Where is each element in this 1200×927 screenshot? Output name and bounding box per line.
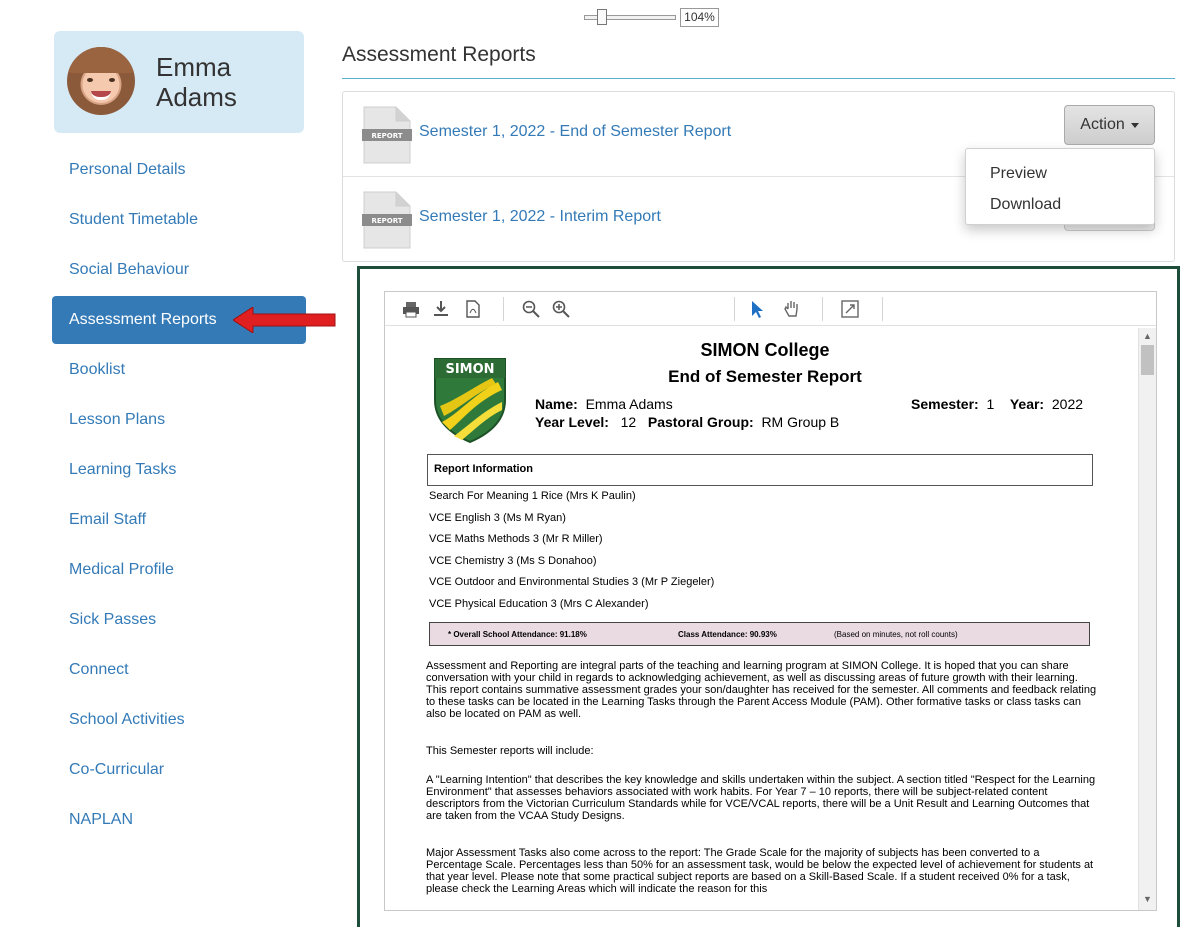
pdf-icon[interactable] [463,299,483,319]
scroll-up-icon[interactable]: ▲ [1143,331,1152,341]
report-icon-label: REPORT [371,132,403,140]
year-label: Year: [1009,396,1045,412]
sidebar-item-social-behaviour[interactable]: Social Behaviour [69,261,190,278]
report-icon-label: REPORT [371,217,403,225]
sidebar-item-learning-tasks[interactable]: Learning Tasks [69,461,177,478]
profile-first-name: Emma [156,52,232,82]
name-label: Name: [535,396,578,412]
action-button-label: Action [1080,116,1125,133]
semester-year-line [911,396,1083,412]
year-level-line [535,414,839,430]
attendance-summary [429,622,1090,646]
zoom-level-input[interactable]: 104% [680,8,719,27]
report-link-end-of-semester[interactable]: Semester 1, 2022 - End of Semester Report [419,123,732,140]
semester-value: 1 [986,396,995,412]
sidebar-item-medical-profile[interactable]: Medical Profile [69,561,174,578]
subject-line: Search For Meaning 1 Rice (Mrs K Paulin) [429,490,636,502]
student-name-line [535,396,673,412]
attendance-note: (Based on minutes, not roll counts) [834,630,958,639]
zoom-in-icon[interactable] [551,299,571,319]
report-information-header: Report Information [427,454,1093,486]
year-value: 2022 [1051,396,1084,412]
action-dropdown-menu [965,148,1155,225]
profile-last-name: Adams [156,82,237,112]
zoom-slider-thumb[interactable] [597,9,607,25]
caret-down-icon [1131,123,1139,128]
sidebar-nav [52,145,306,845]
class-attendance: Class Attendance: 90.93% [678,630,777,639]
profile-name [156,52,237,112]
sidebar-item-personal-details[interactable]: Personal Details [69,161,186,178]
pdf-scroll-thumb[interactable] [1141,345,1154,375]
document-report-type: End of Semester Report [668,367,862,386]
subject-line: VCE Chemistry 3 (Ms S Donahoo) [429,555,597,567]
avatar [67,47,135,115]
pastoral-label: Pastoral Group: [647,414,754,430]
intro-paragraph: Assessment and Reporting are integral parts of the teaching and learning program at SIMON College. It is hoped that you can share conversation with your child in regards to acknowledging achievement, as well as discussing areas of future growth with their learning. This report contains summative assessment grades your son/daughter has received for the semester. All comments and feedback relating to these tasks can be located in the Learning Tasks through the Parent Access Module (PAM). Other formative tasks or class tasks can also be located on PAM as well. [426,660,1097,720]
subject-line: VCE Outdoor and Environmental Studies 3 (Mr P Ziegeler) [429,576,715,588]
document-college-name: SIMON College [700,340,830,360]
sidebar-item-school-activities[interactable]: School Activities [69,711,185,728]
menu-item-download[interactable]: Download [990,195,1062,213]
year-level-value: 12 [620,414,637,430]
report-document-page [389,328,1137,910]
select-pointer-icon[interactable] [747,299,767,319]
includes-heading: This Semester reports will include: [426,745,594,757]
sidebar-item-assessment-reports[interactable]: Assessment Reports [52,296,306,344]
pdf-toolbar [385,292,1156,326]
download-icon[interactable] [431,299,451,319]
report-link-interim[interactable]: Semester 1, 2022 - Interim Report [419,208,661,225]
profile-card [54,31,304,133]
assessment-tasks-paragraph: Major Assessment Tasks also come across to the report: The Grade Scale for the majority of subjects has been converted to a Percentage Scale. Percentages less than 50% for an assessment task, would be below the expected level of achievement for students at that year level. Please note that some practical subject reports are based on a Skill-Based Scale. If a student received 0% for a task, please check the Learning Areas which will indicate the reason for this [426,847,1094,895]
action-button[interactable] [1064,105,1155,145]
learning-intention-paragraph: A "Learning Intention" that describes the key knowledge and skills undertaken within the subject. A section titled "Respect for the Learning Environment" that assesses behaviors associated with work habits. For Year 7 – 10 reports, there will be subject-related content descriptors from the Victorian Curriculum Standards while for VCE/VCAL reports, there will be a Unit Result and Learning Outcomes that are taken from the VCAA Study Designs. [426,774,1096,822]
overall-attendance: * Overall School Attendance: 91.18% [448,630,587,639]
title-divider [342,78,1175,79]
sidebar-item-naplan[interactable]: NAPLAN [69,811,134,828]
sidebar-item-lesson-plans[interactable]: Lesson Plans [69,411,166,428]
subject-line: VCE Physical Education 3 (Mrs C Alexander) [429,598,649,610]
print-icon[interactable] [401,299,421,319]
fullscreen-icon[interactable] [840,299,860,319]
sidebar-item-email-staff[interactable]: Email Staff [69,511,147,528]
pastoral-value: RM Group B [761,414,840,430]
sidebar-item-sick-passes[interactable]: Sick Passes [69,611,157,628]
sidebar-item-co-curricular[interactable]: Co-Curricular [69,761,165,778]
sidebar-item-booklist[interactable]: Booklist [69,361,126,378]
page-title: Assessment Reports [342,43,536,66]
scroll-down-icon[interactable]: ▼ [1143,894,1152,904]
report-document-icon [362,105,412,165]
svg-text:SIMON: SIMON [445,362,495,377]
sidebar-item-student-timetable[interactable]: Student Timetable [69,211,198,228]
menu-item-preview[interactable]: Preview [990,164,1047,182]
zoom-out-icon[interactable] [521,299,541,319]
hand-tool-icon[interactable] [782,299,802,319]
report-document-icon [362,190,412,250]
subject-line: VCE English 3 (Ms M Ryan) [429,512,566,524]
year-level-label: Year Level: [535,414,609,430]
pdf-scrollbar[interactable] [1138,328,1156,910]
semester-label: Semester: [911,396,979,412]
red-arrow-annotation [233,307,337,333]
sidebar-item-connect[interactable]: Connect [69,661,129,678]
subject-line: VCE Maths Methods 3 (Mr R Miller) [429,533,603,545]
name-value: Emma Adams [585,396,673,412]
